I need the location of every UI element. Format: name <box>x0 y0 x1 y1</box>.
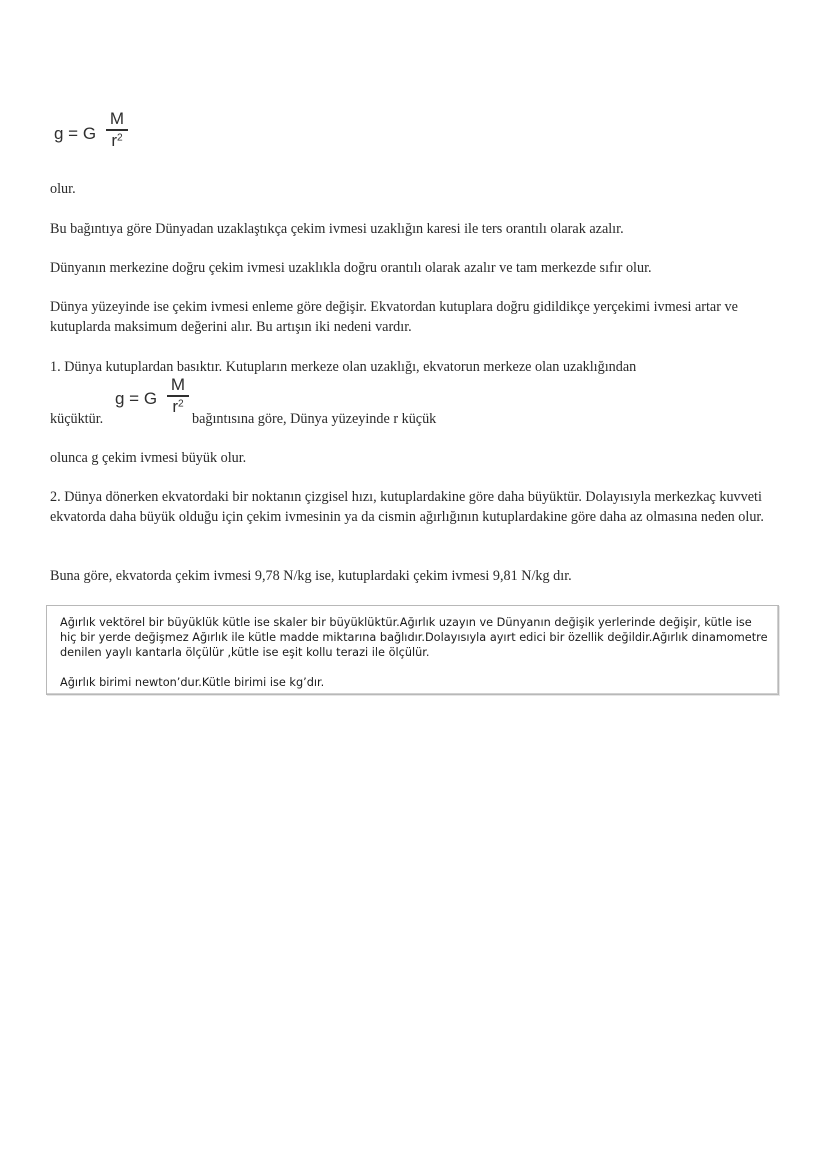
gravity-formula <box>54 110 144 162</box>
formula-denominator-base: r <box>111 130 117 150</box>
paragraph-olur: olur. <box>50 181 76 197</box>
note-text-2: Ağırlık birimi newton’dur.Kütle birimi ise kg’dır. <box>60 676 325 689</box>
paragraph-buna: Buna göre, ekvatorda çekim ivmesi 9,78 N/kg ise, kutuplardaki çekim ivmesi 9,81 N/kg dır. <box>50 568 572 584</box>
formula-denominator <box>106 131 128 149</box>
paragraph-olunca: olunca g çekim ivmesi büyük olur. <box>50 450 247 466</box>
paragraph-yuzey: Dünya yüzeyinde ise çekim ivmesi enleme göre değişir. Ekvatordan kutuplara doğru gidildikçe yerçekimi ivmesi artar ve kutuplarda maksimum değerini alır. Bu artışın iki nedeni vardır. <box>50 299 738 335</box>
paragraph-merkez: Dünyanın merkezine doğru çekim ivmesi uzaklıkla doğru orantılı olarak azalır ve tam merkezde sıfır olur. <box>50 260 652 276</box>
label-bagintisina: bağıntısına göre, Dünya yüzeyinde r küçük <box>192 411 437 427</box>
formula-denominator <box>167 397 189 415</box>
formula-numerator: M <box>170 375 186 394</box>
formula-numerator: M <box>109 109 125 128</box>
paragraph-item-1: 1. Dünya kutuplardan basıktır. Kutupların merkeze olan uzaklığı, ekvatorun merkeze olan uzaklığından <box>50 359 637 375</box>
formula-lhs: g = G <box>54 124 97 143</box>
formula-lhs: g = G <box>115 389 158 408</box>
note-text-1: Ağırlık vektörel bir büyüklük kütle ise skaler bir büyüklüktür.Ağırlık uzayın ve Dünyanın değişik yerlerinde değişir, kütle ise hiç bir yerde değişmez Ağırlık ile kütle madde miktarına bağlıdır.Dolayısıyla ayırt edici bir özellik değildir.Ağırlık dinamometre denilen yaylı kantarla ölçülür ,kütle ise eşit kollu terazi ile ölçülür. <box>60 616 768 659</box>
formula-fraction <box>167 376 189 415</box>
formula-denominator-exponent: 2 <box>178 397 184 409</box>
paragraph-bagintiya: Bu bağıntıya göre Dünyadan uzaklaştıkça çekim ivmesi uzaklığın karesi ile ters orantılı olarak azalır. <box>50 221 624 237</box>
note-box <box>46 605 779 695</box>
formula-denominator-exponent: 2 <box>117 131 123 143</box>
formula-fraction <box>106 110 128 149</box>
gravity-formula-inline <box>115 376 195 426</box>
paragraph-item-2: 2. Dünya dönerken ekvatordaki bir noktanın çizgisel hızı, kutuplardakine göre daha büyüktür. Dolayısıyla merkezkaç kuvveti ekvatorda daha büyük olduğu için çekim ivmesinin ya da cismin ağırlığının kutuplardakine göre daha az olmasına neden olur. <box>50 489 764 525</box>
label-kucuktur: küçüktür. <box>50 411 104 427</box>
formula-denominator-base: r <box>172 396 178 416</box>
